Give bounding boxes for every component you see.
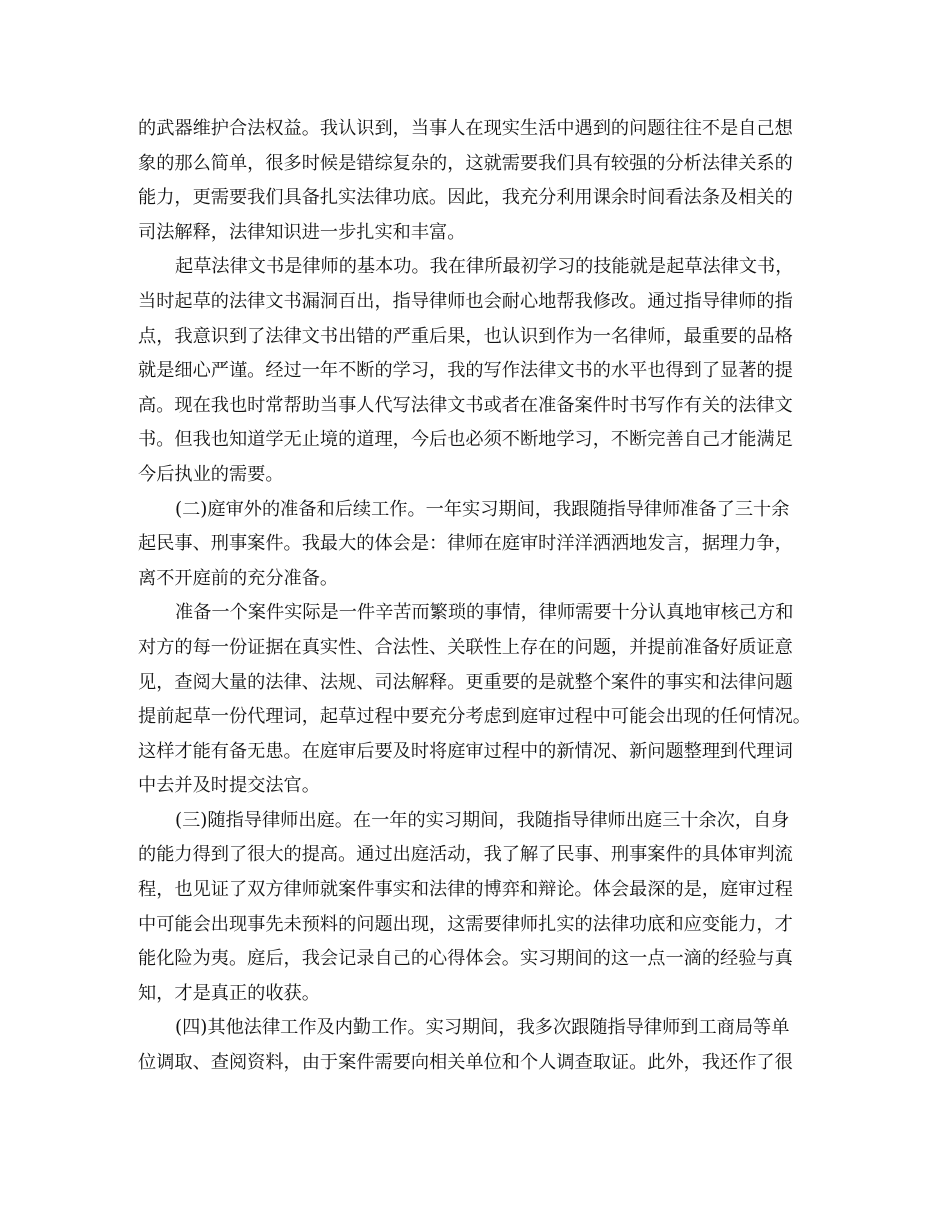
text-line: 提前起草一份代理词，起草过程中要充分考虑到庭审过程中可能会出现的任何情况。	[138, 706, 811, 728]
text-line: 司法解释，法律知识进一步扎实和丰富。	[138, 221, 466, 243]
text-line: 的武器维护合法权益。我认识到，当事人在现实生活中遇到的问题往往不是自己想	[138, 118, 793, 139]
text-line: 知，才是真正的收获。	[138, 982, 320, 1004]
document-body	[138, 112, 818, 1081]
text-line: 高。现在我也时常帮助当事人代写法律文书或者在准备案件时书写作有关的法律文	[138, 394, 793, 416]
text-line: 象的那么简单，很多时候是错综复杂的，这就需要我们具有较强的分析法律关系的	[138, 152, 793, 174]
text-line: 见，查阅大量的法律、法规、司法解释。更重要的是就整个案件的事实和法律问题	[138, 671, 793, 693]
text-line: 点，我意识到了法律文书出错的严重后果，也认识到作为一名律师，最重要的品格	[138, 325, 793, 347]
text-line: 程，也见证了双方律师就案件事实和法律的博弈和辩论。体会最深的是，庭审过程	[138, 879, 793, 901]
text-line: 今后执业的需要。	[138, 463, 284, 485]
text-line: 的能力得到了很大的提高。通过出庭活动，我了解了民事、刑事案件的具体审判流	[138, 844, 793, 866]
text-line: 离不开庭前的充分准备。	[138, 567, 339, 589]
text-line: 能力，更需要我们具备扎实法律功底。因此，我充分利用课余时间看法条及相关的	[138, 187, 793, 209]
text-line: 这样才能有备无患。在庭审后要及时将庭审过程中的新情况、新问题整理到代理词	[138, 740, 793, 762]
text-line: 位调取、查阅资料，由于案件需要向相关单位和个人调查取证。此外，我还作了很	[138, 1052, 793, 1074]
text-line: 书。但我也知道学无止境的道理，今后也必须不断地学习，不断完善自己才能满足	[138, 429, 793, 451]
paragraph-first-line: (二)庭审外的准备和后续工作。一年实习期间，我跟随指导律师准备了三十余	[175, 498, 790, 520]
paragraph-first-line: 准备一个案件实际是一件辛苦而繁琐的事情，律师需要十分认真地审核己方和	[175, 602, 794, 624]
text-line: 就是细心严谨。经过一年不断的学习，我的写作法律文书的水平也得到了显著的提	[138, 360, 793, 382]
paragraph-first-line: (三)随指导律师出庭。在一年的实习期间，我随指导律师出庭三十余次，自身	[175, 809, 790, 831]
paragraph-first-line: (四)其他法律工作及内勤工作。实习期间，我多次跟随指导律师到工商局等单	[175, 1017, 790, 1039]
text-line: 起民事、刑事案件。我最大的体会是：律师在庭审时洋洋洒洒地发言，据理力争，	[138, 533, 793, 555]
text-line: 当时起草的法律文书漏洞百出，指导律师也会耐心地帮我修改。通过指导律师的指	[138, 290, 793, 312]
text-line: 对方的每一份证据在真实性、合法性、关联性上存在的问题，并提前准备好质证意	[138, 636, 793, 658]
text-line: 中可能会出现事先未预料的问题出现，这需要律师扎实的法律功底和应变能力，才	[138, 913, 793, 935]
paragraph-first-line: 起草法律文书是律师的基本功。我在律所最初学习的技能就是起草法律文书，	[175, 256, 794, 278]
text-line: 能化险为夷。庭后，我会记录自己的心得体会。实习期间的这一点一滴的经验与真	[138, 948, 793, 970]
text-line: 中去并及时提交法官。	[138, 775, 320, 797]
